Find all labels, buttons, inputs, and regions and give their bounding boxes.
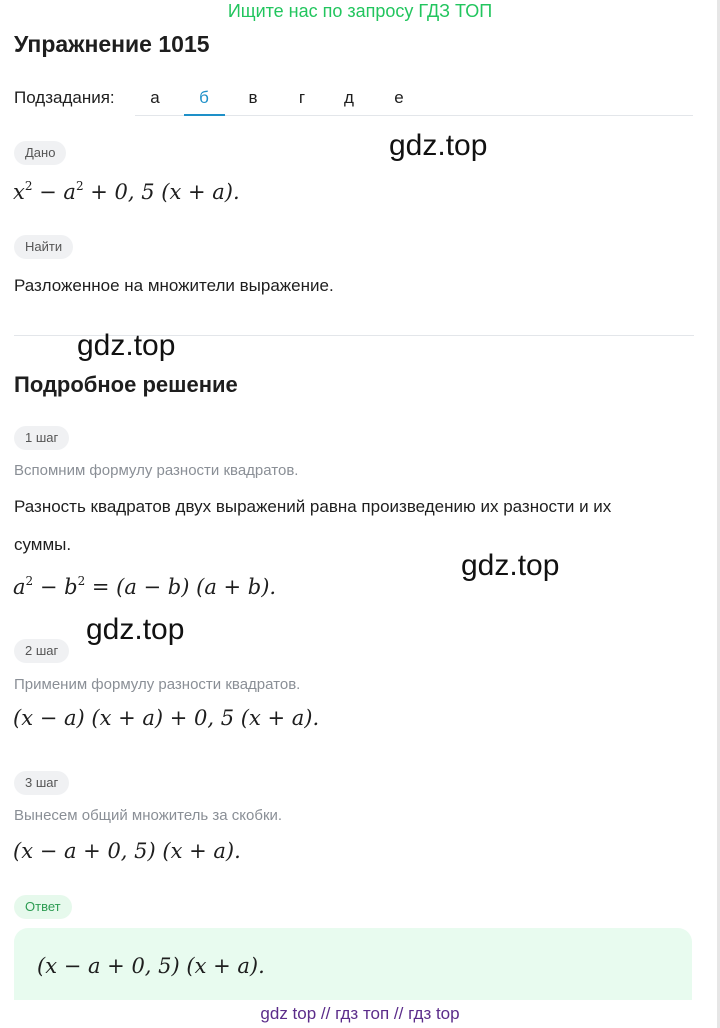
answer-badge: Ответ [14, 895, 72, 919]
find-badge: Найти [14, 235, 73, 259]
tab-a[interactable]: а [150, 88, 160, 107]
subtasks-nav [14, 84, 694, 116]
watermark: gdz.top [389, 129, 488, 162]
watermark: gdz.top [77, 329, 176, 362]
watermark: gdz.top [461, 549, 560, 582]
solution-heading: Подробное решение [14, 372, 238, 397]
step2-hint: Применим формулу разности квадратов. [14, 676, 301, 693]
step1-text-line1: Разность квадратов двух выражений равна произведению их разности и их [14, 497, 612, 516]
step2-formula: (x − a) (x + a) + 0, 5 (x + a). [13, 706, 320, 730]
step1-hint: Вспомним формулу разности квадратов. [14, 462, 299, 479]
given-badge: Дано [14, 141, 66, 165]
step3-hint: Вынесем общий множитель за скобки. [14, 807, 283, 824]
tab-v[interactable]: в [248, 88, 258, 107]
tab-g[interactable]: г [298, 88, 306, 107]
active-tab-indicator [184, 114, 225, 116]
step3-formula: (x − a + 0, 5) (x + a). [13, 839, 241, 863]
top-banner[interactable]: Ищите нас по запросу ГДЗ ТОП [227, 1, 493, 21]
tab-b[interactable]: б [199, 88, 209, 107]
find-text: Разложенное на множители выражение. [14, 276, 334, 295]
footer-links[interactable]: gdz top // гдз топ // гдз top [260, 1004, 460, 1023]
given-expression: $x^2 - a^2 + 0$, 5 (x + a). [13, 179, 240, 204]
answer-formula: (x − a + 0, 5) (x + a). [37, 954, 265, 978]
subtasks-label: Подзадания: [14, 88, 115, 107]
step3-badge: 3 шаг [14, 771, 69, 795]
step2-badge: 2 шаг [14, 639, 69, 663]
step1-text-line2: суммы. [14, 535, 72, 554]
step1-formula: $a^2 - b^2 = (a - b) (a + b)$. [13, 574, 277, 599]
watermark: gdz.top [86, 613, 185, 646]
answer-box [14, 928, 692, 1000]
tab-d[interactable]: д [344, 88, 354, 107]
tab-e[interactable]: е [394, 88, 404, 107]
step1-badge: 1 шаг [14, 426, 69, 450]
page-title: Упражнение 1015 [14, 31, 210, 57]
